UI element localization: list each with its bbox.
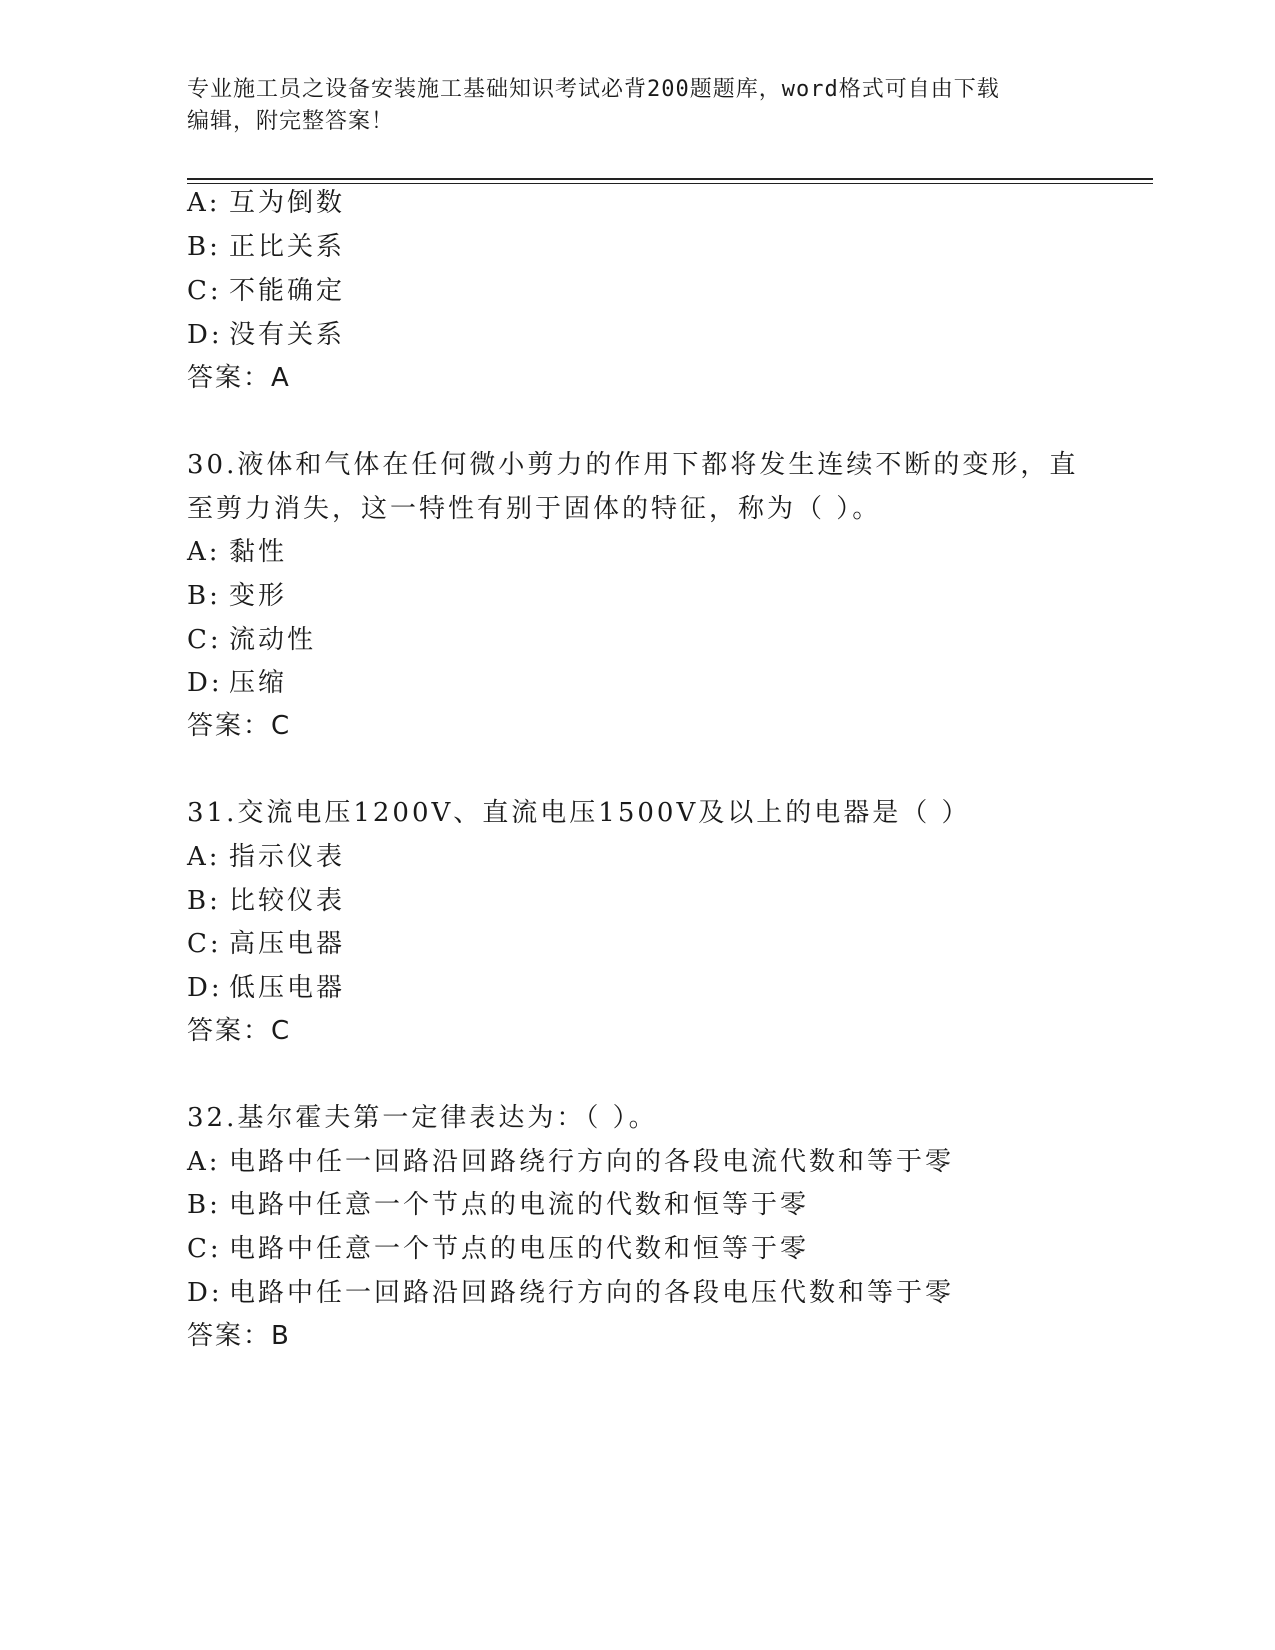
option-text: 比较仪表: [229, 886, 346, 916]
header-title-line-2: 编辑，附完整答案！: [187, 109, 395, 134]
q29-option-a: [187, 187, 345, 219]
q30-option-a: [187, 536, 287, 568]
q32-answer: 答案：B: [187, 1321, 291, 1351]
q31-stem-line-1: 31.交流电压1200V、直流电压1500V及以上的电器是（ ）: [187, 798, 971, 828]
q30-option-c: [187, 624, 316, 656]
option-letter: D:: [187, 973, 223, 1003]
option-letter: B:: [187, 886, 221, 916]
header-rule-thick: [187, 178, 1153, 180]
option-text: 流动性: [229, 625, 317, 655]
option-text: 电路中任意一个节点的电流的代数和恒等于零: [229, 1190, 810, 1220]
option-letter: C:: [187, 625, 222, 655]
q31-option-b: [187, 885, 345, 917]
option-letter: A:: [187, 842, 221, 872]
option-letter: A:: [187, 537, 221, 567]
option-text: 低压电器: [229, 973, 346, 1003]
option-letter: B:: [187, 581, 221, 611]
option-letter: B:: [187, 1190, 221, 1220]
q31-option-c: [187, 928, 345, 960]
option-letter: C:: [187, 1234, 222, 1264]
q30-option-b: [187, 580, 287, 612]
q29-option-d: [187, 319, 345, 351]
q29-option-c: [187, 275, 345, 307]
option-text: 电路中任一回路沿回路绕行方向的各段电流代数和等于零: [229, 1147, 955, 1177]
q29-answer: 答案：A: [187, 363, 291, 393]
option-letter: B:: [187, 232, 221, 262]
option-text: 不能确定: [229, 276, 346, 306]
q31-option-d: [187, 972, 345, 1004]
q31-option-a: [187, 841, 345, 873]
option-text: 压缩: [229, 668, 288, 698]
header-rule-thin: [187, 183, 1153, 184]
option-text: 变形: [229, 581, 288, 611]
option-letter: C:: [187, 276, 222, 306]
option-letter: C:: [187, 929, 222, 959]
option-text: 没有关系: [229, 320, 346, 350]
option-text: 电路中任意一个节点的电压的代数和恒等于零: [229, 1234, 810, 1264]
q31-answer: 答案：C: [187, 1016, 292, 1046]
q29-option-b: [187, 231, 345, 263]
q32-option-a: [187, 1146, 954, 1178]
option-letter: D:: [187, 320, 223, 350]
header-title-line-1: 专业施工员之设备安装施工基础知识考试必背200题题库，word格式可自由下载: [187, 77, 1000, 102]
option-letter: D:: [187, 1278, 223, 1308]
document-header: [187, 74, 1087, 138]
option-text: 指示仪表: [229, 842, 346, 872]
q32-stem-line-1: 32.基尔霍夫第一定律表达为：（ ）。: [187, 1103, 658, 1133]
q30-stem-line-1: 30.液体和气体在任何微小剪力的作用下都将发生连续不断的变形，直: [187, 450, 1079, 480]
option-text: 电路中任一回路沿回路绕行方向的各段电压代数和等于零: [229, 1278, 955, 1308]
option-text: 黏性: [229, 537, 288, 567]
q30-stem-line-2: 至剪力消失，这一特性有别于固体的特征，称为（ ）。: [187, 494, 882, 524]
option-letter: D:: [187, 668, 223, 698]
q32-option-b: [187, 1189, 809, 1221]
option-text: 正比关系: [229, 232, 346, 262]
option-text: 高压电器: [229, 929, 346, 959]
q30-option-d: [187, 667, 287, 699]
q30-answer: 答案：C: [187, 711, 292, 741]
q32-option-d: [187, 1277, 954, 1309]
option-letter: A:: [187, 1147, 221, 1177]
q32-option-c: [187, 1233, 809, 1265]
option-letter: A:: [187, 188, 221, 218]
option-text: 互为倒数: [229, 188, 346, 218]
